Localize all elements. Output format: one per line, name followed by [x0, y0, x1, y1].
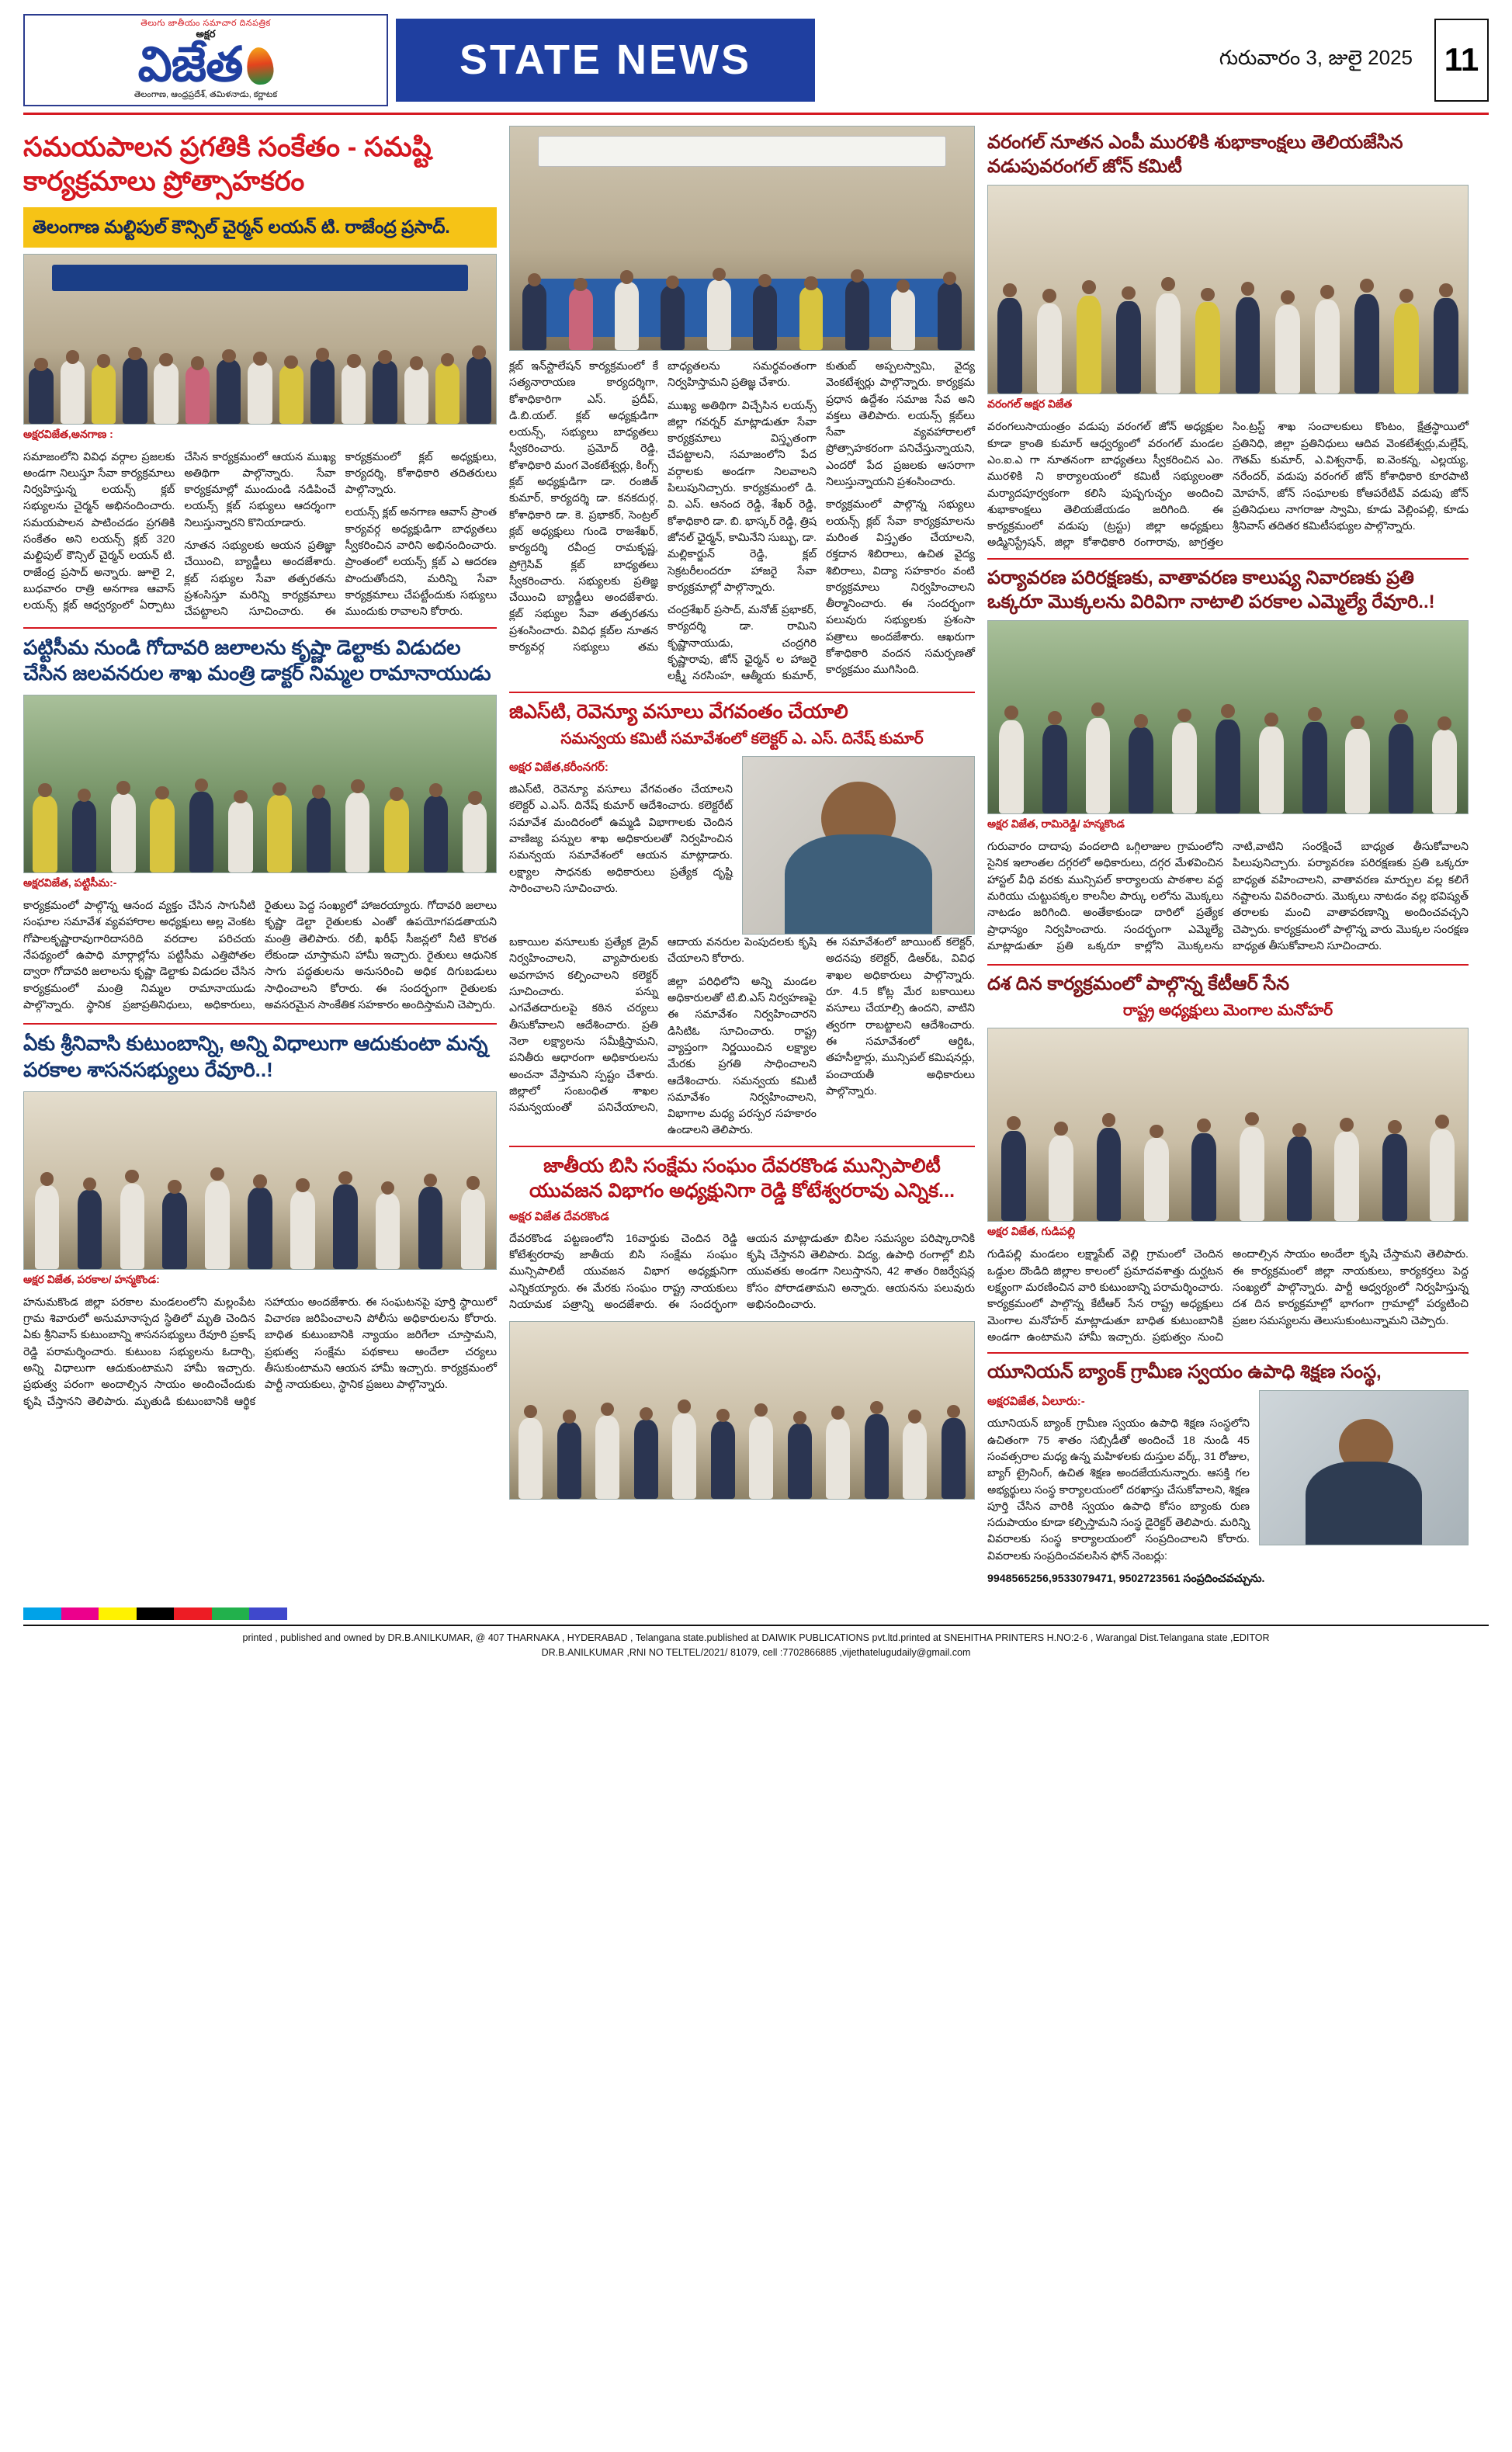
page-number: 11	[1434, 19, 1489, 102]
photo-caption-warangal: వరంగల్ అక్షర విజేత	[987, 397, 1073, 411]
article-warangal-body	[987, 419, 1469, 551]
photo-caption-mla-visit: అక్షర విజేత, పరకాల/ హన్మకొండ:	[23, 1272, 160, 1285]
photo-caption-pattiseema: అక్షరవిజేత, పట్టిసీమ:-	[23, 876, 117, 890]
gst-article-top	[509, 756, 975, 935]
photo-installation-ceremony	[509, 126, 975, 351]
divider	[23, 627, 497, 629]
imprint-footer	[23, 1625, 1489, 1660]
imprint-line-2: DR.B.ANILKUMAR ,RNI NO TELTEL/2021/ 81079, cell :7702866885 ,vijethatelugudaily@gmail.com	[541, 1647, 971, 1659]
paragraph: యూనియన్ బ్యాంక్ గ్రామీణ స్వయం ఉపాధి శిక్షణ సంస్థలోని ఉచితంగా 75 శాతం సబ్సిడీతో అందించే 18 నుండి 45 సంవత్సరాల మధ్య ఉన్న మహిళలకు దుస్తుల వర్క్, 31 రోజుల, బ్యాగ్ ట్రైనింగ్, ఉచిత శిక్షణ అందజేయనున్నారు. ఆసక్తి గల అభ్యర్థులు సంస్థ కార్యాలయంలో దరఖాస్తు చేసుకోవాలని, శిక్షణ పూర్తి చేసిన వారికి స్వయం ఉపాధి కోసం బ్యాంకు రుణ సదుపాయం కూడా కల్పిస్తామని సంస్థ డైరెక్టర్ తెలిపారు. మరిన్ని వివరాలకు సంస్థ కార్యాలయంలో సంప్రదించాలని కోరారు. వివరాలకు సంప్రదించవలసిన ఫోన్ నెంబర్లు:	[987, 1417, 1250, 1562]
paragraph: హనుమకొండ జిల్లా పరకాల మండలంలోని మల్లంపేట గ్రామ శివారులో అనుమానాస్పద స్థితిలో మృతి చెందిన ఏకు శ్రీనివాస్ కుటుంబాన్ని శాసనసభ్యులు రేవూరి ప్రకాష్ రెడ్డి పరామర్శించారు. కుటుంబ సభ్యులను ఓదార్చి, అన్ని విధాలుగా ఆదుకుంటామని హామీ ఇచ్చారు. ప్రభుత్వ పరంగా అందాల్సిన సాయం అందించేందుకు కృషి చేస్తానని తెలిపారు. మృతుడి కుటుంబానికి ఆర్థిక సహాయం అందజేశారు. ఈ సంఘటనపై పూర్తి స్థాయిలో విచారణ జరిపించాలని పోలీసు అధికారులను కోరారు. బాధిత కుటుంబానికి న్యాయం జరిగేలా చూస్తామని, ప్రభుత్వ సంక్షేమ పథకాలు అందేలా చర్యలు తీసుకుంటామని ఆయన హామీ ఇచ్చారు. కార్యక్రమంలో పార్టీ నాయకులు, స్థానిక ప్రజలు పాల్గొన్నారు.	[23, 1295, 497, 1408]
photo-union-bank-director	[1259, 1390, 1469, 1545]
paragraph: నూతన సభ్యులకు ఆయన ప్రతిజ్ఞా చేయించి, బ్యాడ్జీలు అందజేశారు. క్లబ్ సభ్యుల సేవా తత్పరతను ప్రశంసిస్తూ మరిన్ని కార్యక్రమాలు చేపట్టాలని సూచించారు. ఈ కార్యక్రమంలో క్లబ్ అధ్యక్షులు, కార్యదర్శి, కోశాధికారి తదితరులు పాల్గొన్నారు.	[184, 450, 497, 619]
headline-ktr-sena: దశ దిన కార్యక్రమంలో పాల్గొన్న కేటీఆర్ సేన	[987, 973, 1290, 995]
byline-devarakonda: అక్షర విజేత దేవరకొండ	[509, 1209, 609, 1223]
divider	[23, 1023, 497, 1025]
photo-warangal-felicitation	[987, 185, 1469, 394]
paragraph: కార్యక్రమంలో పాల్గొన్న ఆనంద వ్యక్తం చేసిన సాగునీటి సంఘాల సమావేశ వ్యవహారాల అధ్యక్షులు అల్ల వెంకట గోపాలకృష్ణారావుగారిదాసరిది వరదాల పరిచయ నేపథ్యంలో ఉపాధి మార్గాల్లోను పట్టిసీమ ఎత్తిపోతల ద్వారా గోదావరి జలాలను కృష్ణా డెల్టాకు విడుదల చేసిన కార్యక్రమంలో మంత్రి నిమ్మల రామానాయుడు పాల్గొన్నారు. స్థానిక ప్రజాప్రతినిధులు, అధికారులు, రైతులు పెద్ద సంఖ్యలో హాజరయ్యారు. గోదావరి జలాలు కృష్ణా డెల్టా రైతులకు ఎంతో ఉపయోగపడతాయని మంత్రి తెలిపారు. రబీ, ఖరీఫ్ సీజన్లలో నీటి కొరత లేకుండా చూస్తామని హామీ ఇచ్చారు. రైతులు ఆధునిక సాగు పద్ధతులను అనుసరించి అధిక దిగుబడులు సాధించాలని కోరారు. ఈ సందర్భంగా రైతులకు అవసరమైన సాంకేతిక సహకారం అందిస్తామని చెప్పారు.	[23, 900, 497, 1011]
paragraph: ముఖ్య అతిథిగా విచ్చేసిన లయన్స్ జిల్లా గవర్నర్ మాట్లాడుతూ సేవా కార్యక్రమాలు విస్తృతంగా చేపట్టాలని, సమాజంలోని పేద వర్గాలకు అండగా నిలవాలని పిలుపునిచ్చారు. కార్యక్రమంలో డి. వి. ఎస్. ఆనంద రెడ్డి, శేఖర్ రెడ్డి, కోశాధికారి డా. బి. భాస్కర్ రెడ్డి, త్రిష జోనల్ ఛైర్మన్, కామినేని సుబ్బు, డా. మల్లికార్జున్ రెడ్డి, క్లబ్ సెక్రటరీలందరూ హాజరై సేవా కార్యక్రమాల్లో పాల్గొన్నారు.	[668, 399, 817, 594]
flame-icon	[245, 46, 276, 85]
logo-wordmark-text: విజేత	[137, 38, 243, 92]
masthead	[23, 14, 1489, 115]
photo-collector-portrait	[742, 756, 975, 935]
divider	[987, 964, 1469, 966]
photo-caption-lions: అక్షరవిజేత,అనగాణ :	[23, 427, 113, 440]
union-bank-article	[987, 1390, 1469, 1571]
headline-union-bank: యూనియన్ బ్యాంక్ గ్రామీణ స్వయం ఉపాధి శిక్షణ సంస్థ,	[987, 1361, 1382, 1383]
article-lions-body	[23, 449, 497, 621]
publication-logo	[23, 14, 388, 106]
headline-bc-welfare: జాతీయ బిసి సంక్షేమ సంఘం దేవరకొండ మున్సిపాలిటీ యువజన విభాగం అధ్యక్షునిగా రెడ్డి కోటేశ్వరరావు ఎన్నిక...	[529, 1154, 955, 1202]
paragraph: జిఎస్‌టి, రెవెన్యూ వసూలు వేగవంతం చేయాలని కలెక్టర్ ఎ.ఎస్. దినేష్ కుమార్ ఆదేశించారు. కలెక్టరేట్ సమావేశ మందిరంలో ఉమ్మడి విభాగాలకు చెందిన వాణిజ్య పన్నుల శాఖ అధికారులతో నిర్వహించిన సమన్వయ సమావేశంలో ఆయన మాట్లాడారు. లక్ష్యాల సాధనకు అధికారులు ప్రత్యేక దృష్టి సారించాలని సూచించారు.	[509, 783, 733, 895]
paragraph: కార్యక్రమంలో పాల్గొన్న సభ్యులు లయన్స్ క్లబ్ సేవా కార్యక్రమాలను మరింత విస్తృతం చేయాలని, రక్తదాన శిబిరాలు, ఉచిత వైద్య శిబిరాలు, విద్యా సహకారం వంటి కార్యక్రమాలు నిర్వహించాలని తీర్మానించారు. ఈ సందర్భంగా పలువురు సభ్యులకు ప్రశంసా పత్రాలు అందజేశారు. ఆఖరుగా కోశాధికారి వందన సమర్పణతో కార్యక్రమం ముగిసింది.	[826, 498, 975, 677]
paragraph: జిల్లా పరిధిలోని అన్ని మండల అధికారులతో టి.బి.ఎస్ నిర్వహణపై ఈ సమావేశం నిర్వహించారని డిసిటిఓ సూచించారు. రాష్ట్ర వ్యాప్తంగా నిర్ణయించిన లక్ష్యాల మేరకు ప్రగతి సాధించాలని ఆదేశించారు. సమన్వయ కమిటీ సమావేశం నిర్వహించాలని, విభాగాల మధ్య పరస్పర సహకారం ఉండాలని తెలిపారు.	[668, 975, 817, 1137]
lead-headline: సమయపాలన ప్రగతికి సంకేతం - సమష్టి కార్యక్రమాలు ప్రోత్సాహకరం	[23, 131, 432, 196]
section-title: STATE NEWS	[396, 19, 815, 102]
lead-subhead: తెలంగాణ మల్టిపుల్ కౌన్సిల్ చైర్మన్ లయన్ టి. రాజేంద్ర ప్రసాద్.	[23, 207, 497, 247]
page-body	[23, 126, 1489, 1594]
article-plantation-body	[987, 839, 1469, 958]
column-left	[23, 126, 497, 1594]
article-pattiseema-body	[23, 898, 497, 1017]
photo-ktr-sena	[987, 1028, 1469, 1222]
paragraph: సమాజంలోని వివిధ వర్గాల ప్రజలకు అండగా నిలుస్తూ సేవా కార్యక్రమాలు నిర్వహిస్తున్న లయన్స్ క్లబ్ సభ్యులను చైర్మన్ అభినందించారు. సమయపాలన పాటించడం ప్రగతికి సంకేతం అని లయన్స్ క్లబ్ 320 మల్టిపుల్ కౌన్సిల్ చైర్మన్ లయన్ టి. రాజేంద్ర ప్రసాద్ అన్నారు. జూలై 2, బుధవారం రాత్రి అనగాణ ఆవాస్ లయన్స్ క్లబ్ ఆధ్వర్యంలో ఏర్పాటు చేసిన కార్యక్రమంలో ఆయన ముఖ్య అతిథిగా పాల్గొన్నారు. సేవా కార్యక్రమాల్లో ముందుండి నడిపించే లయన్స్ క్లబ్ సభ్యులు ఆదర్శంగా నిలుస్తున్నారని కొనియాడారు.	[23, 450, 336, 612]
headline-srinivas-family: ఏకు శ్రీనివాసి కుటుంబాన్ని, అన్ని విధాలుగా ఆదుకుంటా మన్న పరకాల శాసనసభ్యులు రేవూరి..!	[23, 1032, 488, 1081]
logo-subtitle: అక్షర	[196, 28, 216, 40]
headline-plantation: పర్యావరణ పరిరక్షణకు, వాతావరణ కాలుష్య నివారణకు ప్రతి ఒక్కరూ మొక్కలను విరివిగా నాటాలి పరకాల ఎమ్మెల్యే రేవూరి..!	[987, 567, 1435, 612]
divider	[509, 692, 975, 693]
logo-tagline-top: తెలుగు జాతీయం సమాచార దినపత్రిక	[140, 19, 271, 28]
headline-gst-revenue: జిఎస్‌టి, రెవెన్యూ వసూలు వేగవంతం చేయాలి	[509, 700, 848, 723]
imprint-line-1: printed , published and owned by DR.B.ANILKUMAR, @ 407 THARNAKA , HYDERABAD , Telangana state.published at DAIWIK PUBLICATIONS pvt.ltd.printed at SNEHITHA PRINTERS H.NO:2-6 , Warangal Dist.Telangana state ,EDITOR	[242, 1632, 1270, 1644]
headline-pattiseema: పట్టిసీమ నుండి గోదావరి జలాలను కృష్ణా డెల్టాకు విడుదల చేసిన జలవనరుల శాఖ మంత్రి డాక్టర్ నిమ్మల రామానాయుడు	[23, 635, 491, 685]
photo-caption-plantation: అక్షర విజేత, రామిరెడ్డి/ హన్మకొండ	[987, 817, 1125, 831]
paragraph: గురువారం దాదాపు వందలాది ఒగ్గిలాజుల గ్రామంలోని సైనిక ఇలాంతల దగ్గరలో అధికారులు, దగ్గర మేళవించిన హాస్టల్ వీధి వరకు మున్సిపల్ కార్యాలయ పాఠశాల వద్ద మరియు చుట్టుపక్కల కాలనీల పార్కు లలోను మొక్కలు నాటడం జరిగింది. అంతేకాకుండా దారిలో ప్రత్యేక ప్రాధాన్యం నిర్వహించారు. సందర్భంగా ఎమ్మెల్యే మాట్లాడుతూ ప్రతి ఒక్కరూ కాల్లోని మొక్కలను నాటి,వాటిని సంరక్షించే బాధ్యత తీసుకోవాలని పిలుపునిచ్చారు. పర్యావరణ పరిరక్షణకు ప్రతి ఒక్కరూ బాధ్యత వహించాలని, వాతావరణ మార్పుల వల్ల కలిగే నష్టాలను వివరించారు. మొక్కలు నాటడం వల్ల భవిష్యత్ తరాలకు మంచి వాతావరణాన్ని అందించవచ్చని చెప్పారు. కార్యక్రమంలో పాల్గొన్న వారు మొక్కల సంరక్షణ బాధ్యత తీసుకోవాలని సూచించారు.	[987, 841, 1469, 952]
color-registration-bar	[23, 1607, 287, 1620]
article-installation-body	[509, 359, 975, 685]
paragraph: గుడిపల్లి మండలం లక్ష్మాపేట్ వెల్లి గ్రామంలో చెందిన ఒడ్డుల దొండిది జిల్లాల కాలంలో ప్రమాదవశాత్తు దుర్ఘటన లక్ష్యంగా మరణించిన వారి కుటుంబాన్ని పరామర్శించారు. కార్యక్రమంలో పాల్గొన్న కేటీఆర్ సేన రాష్ట్ర అధ్యక్షులు మెంగాల మనోహర్ మాట్లాడుతూ బాధిత కుటుంబానికి అండగా ఉంటామని హామీ ఇచ్చారు. ప్రభుత్వం నుంచి అందాల్సిన సాయం అందేలా కృషి చేస్తామని తెలిపారు. ఈ కార్యక్రమంలో జిల్లా నాయకులు, కార్యకర్తలు పెద్ద సంఖ్యలో పాల్గొన్నారు. పార్టీ ఆధ్వర్యంలో నిర్వహిస్తున్న దశ దిన కార్యక్రమాల్లో భాగంగా గ్రామాల్లో పర్యటించి ప్రజల సమస్యలను తెలుసుకుంటున్నామని చెప్పారు.	[987, 1248, 1469, 1344]
logo-wordmark	[137, 38, 274, 92]
divider	[987, 1352, 1469, 1354]
photo-mla-visit	[23, 1091, 497, 1270]
divider	[509, 1146, 975, 1147]
article-gst-body	[509, 935, 975, 1139]
photo-lions-community	[23, 254, 497, 425]
paragraph: చంద్రశేఖర్ ప్రసాద్, మనోజ్ ప్రభాకర్, కార్యదర్శి డా. రామిని కృష్ణానాయుడు, చంద్రగిరి కృష్ణారావు, జోన్ ఛైర్మన్ ల హాజరై లక్ష్మీ నరసింహ, ఆత్మీయ కుమార్, కుతుబ్ అప్పలస్వామి, వైద్య వెంకటేశ్వర్లు పాల్గొన్నారు. కార్యక్రమ ప్రధాన ఉద్దేశం సమాజ సేవ అని వక్తలు తెలిపారు. లయన్స్ క్లబ్‌లు సేవా వ్యవహారాలలో ప్రోత్సాహకరంగా పనిచేస్తున్నాయని, ఎందరో పేద ప్రజలకు ఆసరాగా నిలుస్తున్నాయని ప్రశంసించారు.	[668, 359, 975, 683]
headline-warangal-mp: వరంగల్ నూతన ఎంపీ మురళికి శుభాకాంక్షలు తెలియజేసిన వడుపువరంగల్ జోన్ కమిటీ	[987, 131, 1403, 178]
photo-pattiseema-release	[23, 695, 497, 873]
article-ktr-body	[987, 1247, 1469, 1346]
logo-regions: తెలంగాణ, ఆంధ్రప్రదేశ్, తమిళనాడు, కర్ణాటక	[134, 89, 278, 99]
column-right	[987, 126, 1469, 1594]
article-srinivas-body	[23, 1295, 497, 1410]
photo-bc-group	[509, 1321, 975, 1500]
paragraph: వరంగలుసాయంత్రం వడుపు వరంగల్ జోన్ అధ్యక్షుల కూడా క్రాంతి కుమార్ ఆధ్వర్యంలో వరంగల్ మండల ఎం.ఐ.ఎ గా నూతనంగా బాధ్యతలు స్వీకరించిన ఎం. మురళికి ని కార్యాలయంలో కమిటీ సభ్యులంతా మర్యాదపూర్వకంగా కలిసి పుష్పగుచ్ఛం అందించి శుభాకాంక్షలు తెలియజేయడం జరిగింది. ఈ కార్యక్రమంలో వడుపు (ట్రస్టు) జిల్లా అధ్యక్షులు అడ్మినిస్ట్రేషన్, జిల్లా కోశాధికారి రంగారావు, జాగ్రత్తల సిం.ట్రస్ట్ శాఖ సంచాలకులు కొంటం, క్షేత్రస్థాయిలో ప్రతినిధి, జిల్లా ప్రతినిధులు ఆదివ వెంకటేశ్వర్లు,మల్లేష్, గౌతమ్ కుమార్, ఎ.విశ్వనాథ్, ఐ.వెంకన్న, ఎల్లయ్య, నరేందర్, వడుపు వరంగల్ జోన్ కోశాధికారి కూరపాటి మోహన్, జోన్ సంఘాలకు కోఆపరేటివ్ వడుపు జోన్ ప్రతినిధులు నాగరాజు స్వామి, కూడు వెల్లింపల్లి, కూడు శ్రీనివాస్ తదితర కమిటీసభ్యుల పాల్గొన్నారు.	[987, 421, 1469, 550]
paragraph: లయన్స్ క్లబ్ అనగాణ ఆవాస్ ప్రాంత కార్యవర్గ అధ్యక్షుడిగా బాధ్యతలు స్వీకరించిన వారిని అభినందించారు. ప్రాంతంలో లయన్స్ క్లబ్ ఎ ఆదరణ పొందుతోందని, మరిన్ని సేవా కార్యక్రమాలు చేపట్టేందుకు సభ్యులు ముందుకు రావాలని కోరారు.	[345, 506, 497, 619]
photo-plantation	[987, 620, 1469, 814]
paragraph: దేవరకొండ పట్టణంలోని 16వార్డుకు చెందిన రెడ్డి కోటేశ్వరరావు జాతీయ బిసి సంక్షేమ సంఘం మున్సిపాలిటీ యువజన విభాగ అధ్యక్షునిగా ఎన్నికయ్యారు. ఈ మేరకు సంఘం రాష్ట్ర నాయకులు నియామక పత్రాన్ని అందజేశారు. ఈ సందర్భంగా ఆయన మాట్లాడుతూ బిసిల సమస్యల పరిష్కారానికి కృషి చేస్తానని తెలిపారు. విద్య, ఉపాధి రంగాల్లో బిసి యువతకు అండగా నిలుస్తానని, 42 శాతం రిజర్వేషన్ల కోసం పోరాడతామని అన్నారు. ఆయనను పలువురు అభినందించారు.	[509, 1232, 975, 1311]
paragraph: క్లబ్ ఇన్‌స్టాలేషన్ కార్యక్రమంలో కే సత్యనారాయణ కార్యదర్శిగా, కోశాధికారిగా ఎస్. ప్రదీప్, డి.బి.యల్. క్లబ్ అధ్యక్షుడిగా లయన్స్, సభ్యులు బాధ్యతలు స్వీకరించారు. ప్రమోద్ రెడ్డి, కోశాధికారి మంగ వెంకటేశ్వర్లు, కింగ్స్ క్లబ్ అధ్యక్షుడిగా డా. రంజిత్ కుమార్, కార్యదర్శి డా. కనకదుర్గ, కోశాధికారి డా. కె. ప్రభాకర్, సెంట్రల్ క్లబ్ అధ్యక్షులు గుండె రాజశేఖర్, కార్యదర్శి రవీంద్ర రామకృష్ణ, ప్రోగ్రెసివ్ క్లబ్ బాధ్యతలు స్వీకరించారు. సభ్యులకు ప్రతిజ్ఞ చేయించి బ్యాడ్జీలు అందజేశారు. క్లబ్ సభ్యుల సేవా తత్పరతను ప్రశంసించారు. వివిధ క్లబ్‌ల నూతన కార్యవర్గ సభ్యులు తమ బాధ్యతలను సమర్థవంతంగా నిర్వహిస్తామని ప్రతిజ్ఞ చేశారు.	[509, 359, 817, 654]
subhead-collector: సమన్వయ కమిటీ సమావేశంలో కలెక్టర్ ఎ. ఎస్. దినేష్ కుమార్	[560, 730, 924, 748]
divider	[987, 558, 1469, 560]
subhead-ktr-president: రాష్ట్ర అధ్యక్షులు మెంగాల మనోహర్	[1122, 1002, 1333, 1020]
byline-eluru: అక్షరవిజేత, ఏలూరు:-	[987, 1395, 1085, 1409]
paragraph: ఈ సమావేశంలో జాయింట్ కలెక్టర్, అదనపు కలెక్టర్, డిఆర్ఓ, వివిధ శాఖల అధికారులు పాల్గొన్నారు. రూ. 4.5 కోట్ల మేర బకాయిలు వసూలు చేయాల్సి ఉందని, వాటిని త్వరగా రాబట్టాలని ఆదేశించారు. ఈ సమావేశంలో ఆర్డిఓ, తహసీల్దార్లు, మున్సిపల్ కమిషనర్లు, పంచాయతీ అధికారులు పాల్గొన్నారు.	[826, 936, 975, 1098]
column-middle	[509, 126, 975, 1594]
paragraph: బకాయిల వసూలుకు ప్రత్యేక డ్రైవ్ నిర్వహించాలని, వ్యాపారులకు అవగాహన కల్పించాలని కలెక్టర్ సూచించారు. పన్ను ఎగవేతదారులపై కఠిన చర్యలు తీసుకోవాలని ఆదేశించారు. ప్రతి నెలా లక్ష్యాలను సమీక్షిస్తామని, పనితీరు ఆధారంగా అధికారులను అంచనా వేస్తామని స్పష్టం చేశారు. జిల్లాలో సంబంధిత శాఖల సమన్వయంతో పనిచేయాలని, ఆదాయ వనరుల పెంపుదలకు కృషి చేయాలని కోరారు.	[509, 936, 817, 1115]
article-bc-body	[509, 1231, 975, 1316]
byline-karimnagar: అక్షర విజేత,కరీంనగర్:	[509, 761, 609, 775]
contact-phone-numbers: 9948565256,9533079471, 9502723561 సంప్రదించవచ్చును.	[987, 1573, 1265, 1586]
issue-date: గురువారం 3, జులై 2025	[1219, 45, 1413, 69]
photo-caption-ktr-sena: అక్షర విజేత, గుడిపల్లి	[987, 1225, 1076, 1238]
